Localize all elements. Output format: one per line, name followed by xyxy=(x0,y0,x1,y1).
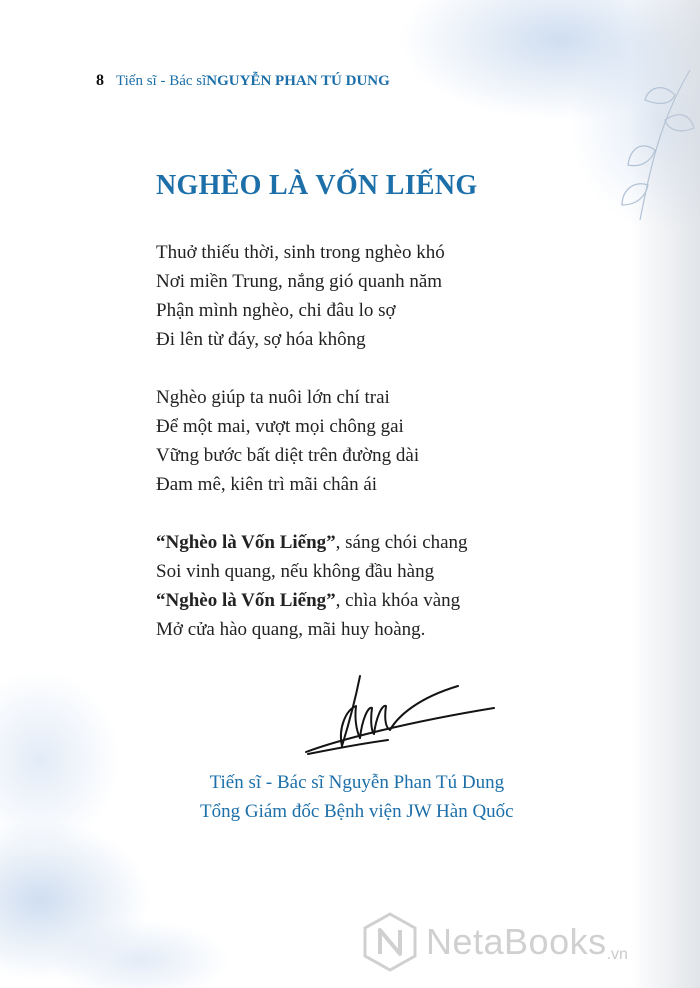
poem-line-emphasis: “Nghèo là Vốn Liếng” xyxy=(156,532,336,553)
stanza-3 xyxy=(156,528,468,644)
poem-line: Để một mai, vượt mọi chông gai xyxy=(156,416,404,437)
poem-line: Vững bước bất diệt trên đường dài xyxy=(156,445,420,466)
handwritten-signature xyxy=(298,668,508,768)
stanza-2 xyxy=(156,383,468,499)
watermark-brand: NetaBooks xyxy=(426,921,607,962)
poem-line: Thuở thiếu thời, sinh trong nghèo khó xyxy=(156,242,445,263)
watermark-suffix: .vn xyxy=(606,946,628,963)
author-signature-block xyxy=(200,768,514,826)
poem-line: Phận mình nghèo, chi đâu lo sợ xyxy=(156,300,396,321)
page-spine-shadow xyxy=(630,0,700,988)
poem-line-emphasis: “Nghèo là Vốn Liếng” xyxy=(156,590,336,611)
header-author-name: NGUYỄN PHAN TÚ DUNG xyxy=(206,73,390,89)
poem-line-rest: , sáng chói chang xyxy=(335,532,468,553)
poem-line xyxy=(156,528,468,557)
poem-line: Đam mê, kiên trì mãi chân ái xyxy=(156,474,378,495)
poem-line: Mở cửa hào quang, mãi huy hoàng. xyxy=(156,619,426,640)
poem-title: NGHÈO LÀ VỐN LIẾNG xyxy=(156,170,478,201)
publisher-watermark xyxy=(362,912,628,972)
author-position-line: Tổng Giám đốc Bệnh viện JW Hàn Quốc xyxy=(200,801,514,822)
netabooks-logo-icon xyxy=(362,912,418,972)
poem-line: Nơi miền Trung, nắng gió quanh năm xyxy=(156,271,443,292)
poem-line-rest: , chìa khóa vàng xyxy=(335,590,461,611)
author-title-line: Tiến sĩ - Bác sĩ Nguyễn Phan Tú Dung xyxy=(209,772,505,793)
running-header xyxy=(96,72,390,90)
poem-line: Soi vinh quang, nếu không đầu hàng xyxy=(156,561,435,582)
poem-line: Nghèo giúp ta nuôi lớn chí trai xyxy=(156,387,390,408)
page-number: 8 xyxy=(96,72,104,89)
header-author-prefix: Tiến sĩ - Bác sĩ xyxy=(116,73,207,89)
poem-line xyxy=(156,586,468,615)
poem-body xyxy=(156,238,468,673)
poem-line: Đi lên từ đáy, sợ hóa không xyxy=(156,329,366,350)
stanza-1 xyxy=(156,238,468,354)
